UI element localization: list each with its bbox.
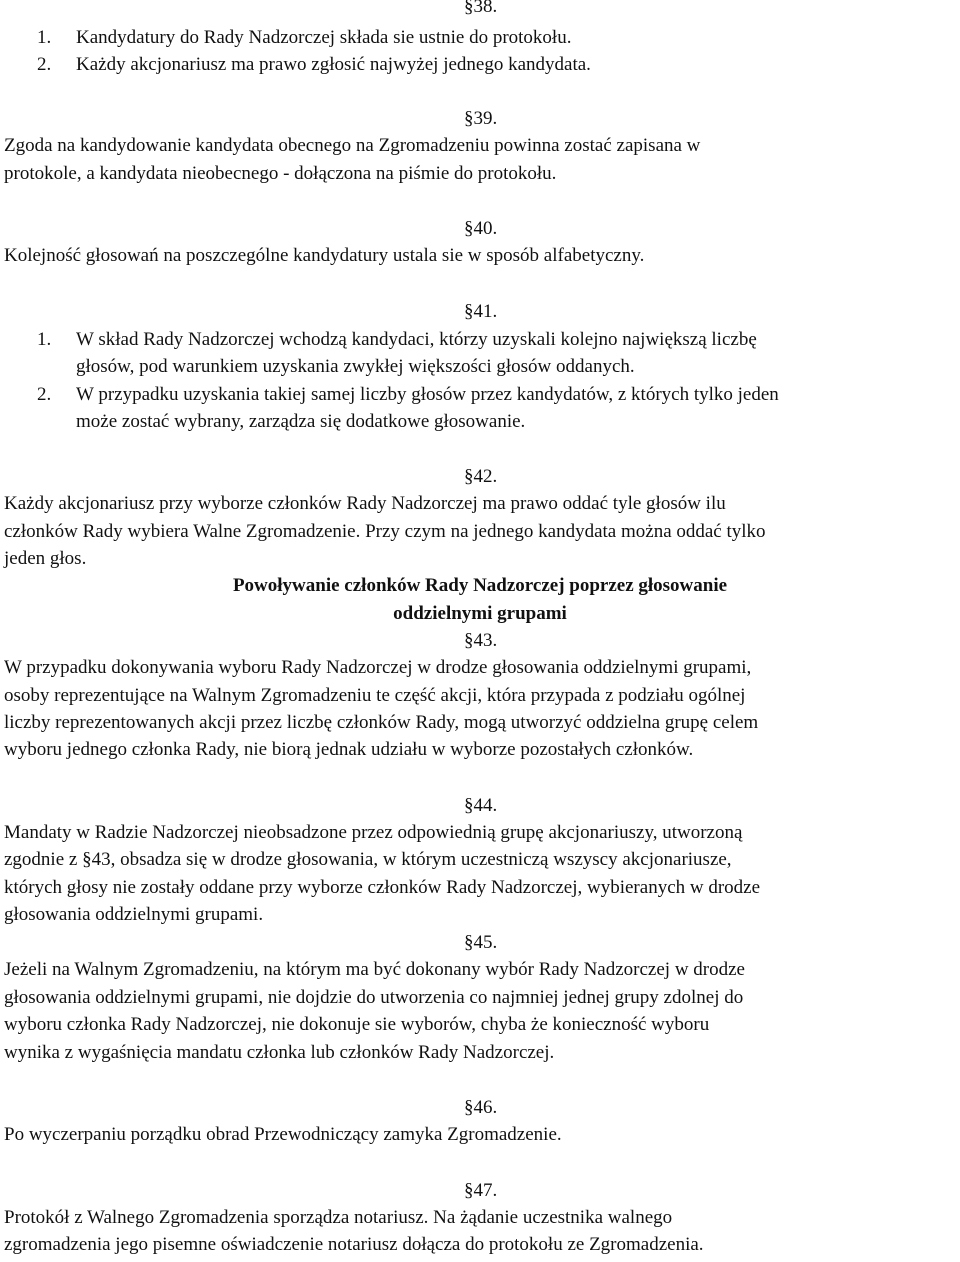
paragraph-line: W skład Rady Nadzorczej wchodzą kandydaci, którzy uzyskali kolejno największą liczbę xyxy=(76,329,757,350)
paragraph-line: których głosy nie zostały oddane przy wyborze członków Rady Nadzorczej, wybieranych w drodze xyxy=(4,877,761,898)
paragraph-line: wyboru jednego członka Rady, nie biorą jednak udziału w wyborze pozostałych członków. xyxy=(4,739,694,760)
section-heading-42: §42. xyxy=(464,466,498,487)
paragraph-line: W przypadku dokonywania wyboru Rady Nadzorczej w drodze głosowania oddzielnymi grupami, xyxy=(4,657,752,678)
paragraph-line: Kandydatury do Rady Nadzorczej składa sie ustnie do protokołu. xyxy=(76,27,572,48)
paragraph-line: członków Rady wybiera Walne Zgromadzenie. Przy czym na jednego kandydata można oddać tylko xyxy=(4,521,766,542)
section-heading-44: §44. xyxy=(464,795,498,816)
paragraph-line: głosów, pod warunkiem uzyskania zwykłej większości głosów oddanych. xyxy=(76,356,635,377)
paragraph-line: wyboru członka Rady Nadzorczej, nie dokonuje sie wyborów, chyba że konieczność wyboru xyxy=(4,1014,710,1035)
section-heading-38: §38. xyxy=(464,0,498,17)
paragraph-line: wynika z wygaśnięcia mandatu członka lub członków Rady Nadzorczej. xyxy=(4,1042,555,1063)
paragraph-line: Jeżeli na Walnym Zgromadzeniu, na którym ma być dokonany wybór Rady Nadzorczej w drodze xyxy=(4,959,745,980)
section-heading-43: §43. xyxy=(464,630,498,651)
paragraph-line: zgromadzenia jego pisemne oświadczenie notariusz dołącza do protokołu ze Zgromadzenia. xyxy=(4,1234,704,1255)
section-title-line: Powoływanie członków Rady Nadzorczej poprzez głosowanie xyxy=(232,575,728,596)
paragraph-line: może zostać wybrany, zarządza się dodatkowe głosowanie. xyxy=(76,411,526,432)
list-number: 2. xyxy=(37,54,52,75)
paragraph-line: liczby reprezentowanych akcji przez liczbę członków Rady, mogą utworzyć oddzielna grupę celem xyxy=(4,712,759,733)
paragraph-line: głosowania oddzielnymi grupami. xyxy=(4,904,264,925)
paragraph-line: Kolejność głosowań na poszczególne kandydatury ustala sie w sposób alfabetyczny. xyxy=(4,245,645,266)
paragraph-line: zgodnie z §43, obsadza się w drodze głosowania, w którym uczestniczą wszyscy akcjonariusze, xyxy=(4,849,732,870)
section-heading-41: §41. xyxy=(464,301,498,322)
section-heading-40: §40. xyxy=(464,218,498,239)
paragraph-line: głosowania oddzielnymi grupami, nie dojdzie do utworzenia co najmniej jednej grupy zdolnej do xyxy=(4,987,744,1008)
paragraph-line: Po wyczerpaniu porządku obrad Przewodniczący zamyka Zgromadzenie. xyxy=(4,1124,562,1145)
section-heading-47: §47. xyxy=(464,1180,498,1201)
paragraph-line: Protokół z Walnego Zgromadzenia sporządza notariusz. Na żądanie uczestnika walnego xyxy=(4,1207,673,1228)
section-heading-46: §46. xyxy=(464,1097,498,1118)
section-title-line: oddzielnymi grupami xyxy=(393,603,567,624)
list-number: 2. xyxy=(37,384,52,405)
paragraph-line: Mandaty w Radzie Nadzorczej nieobsadzone przez odpowiednią grupę akcjonariuszy, utworzoną xyxy=(4,822,743,843)
paragraph-line: jeden głos. xyxy=(4,548,87,569)
list-number: 1. xyxy=(37,27,52,48)
paragraph-line: osoby reprezentujące na Walnym Zgromadzeniu te część akcji, która przypada z podziału ogólnej xyxy=(4,685,746,706)
paragraph-line: Każdy akcjonariusz przy wyborze członków Rady Nadzorczej ma prawo oddać tyle głosów ilu xyxy=(4,493,726,514)
paragraph-line: W przypadku uzyskania takiej samej liczby głosów przez kandydatów, z których tylko jeden xyxy=(76,384,779,405)
paragraph-line: Każdy akcjonariusz ma prawo zgłosić najwyżej jednego kandydata. xyxy=(76,54,591,75)
section-heading-45: §45. xyxy=(464,932,498,953)
section-heading-39: §39. xyxy=(464,108,498,129)
paragraph-line: protokole, a kandydata nieobecnego - dołączona na piśmie do protokołu. xyxy=(4,163,557,184)
paragraph-line: Zgoda na kandydowanie kandydata obecnego na Zgromadzeniu powinna zostać zapisana w xyxy=(4,135,701,156)
list-number: 1. xyxy=(37,329,52,350)
